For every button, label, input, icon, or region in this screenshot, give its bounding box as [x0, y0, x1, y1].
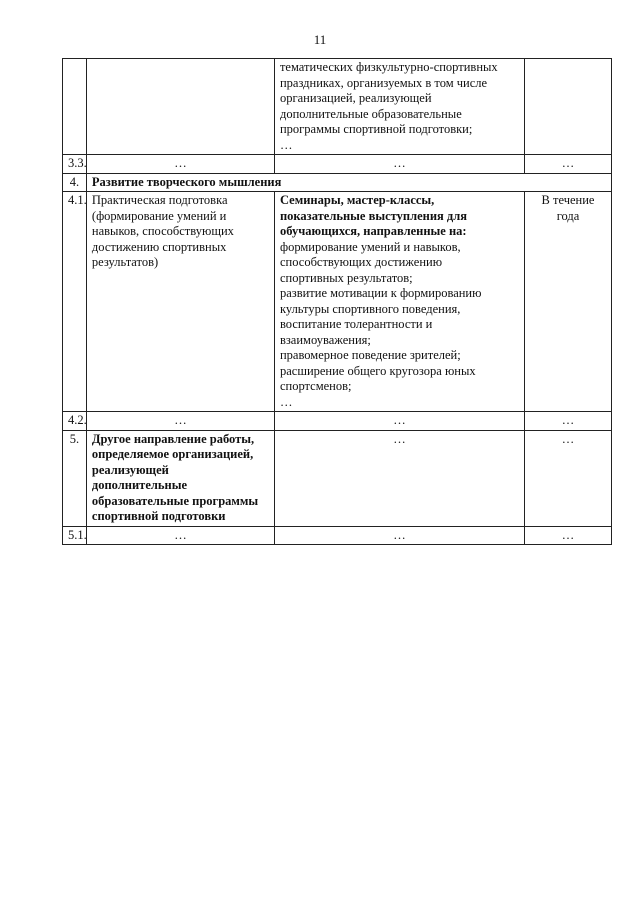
section-title: Развитие творческого мышления [86, 173, 611, 192]
content-line: спортивных результатов; [279, 270, 413, 285]
content-heading-line: показательные выступления для [279, 208, 468, 223]
content-line: праздниках, организуемых в том числе [279, 75, 488, 90]
row-number: 3.3. [63, 155, 87, 174]
row-number [63, 59, 87, 155]
timing-cell: В течение года [525, 192, 612, 412]
table-row-4-1 [63, 192, 612, 412]
activity-line: навыков, способствующих [91, 224, 234, 238]
content-line: организацией, реализующей [279, 91, 432, 105]
content-line: воспитание толерантности и [279, 317, 433, 331]
page-number: 11 [313, 32, 327, 47]
content-line: тематических физкультурно-спортивных [279, 60, 498, 74]
activity-line: реализующей [91, 462, 169, 477]
timing-cell: … [525, 155, 612, 174]
content-line: … [279, 394, 293, 409]
table-row-4-2 [63, 412, 612, 431]
content-line: правомерное поведение зрителей; [279, 348, 461, 362]
table-row-section-5 [63, 430, 612, 526]
content-heading-line: Семинары, мастер-классы, [279, 193, 435, 207]
activity-line: Другое направление работы, [91, 431, 255, 446]
activity-line: дополнительные [91, 478, 188, 492]
activity-line: Практическая подготовка [91, 193, 228, 207]
activity-line: достижению спортивных [91, 239, 227, 254]
activity-line: (формирование умений и [91, 208, 227, 223]
row-number: 4.1. [63, 192, 87, 412]
activity-cell: … [86, 526, 274, 545]
content-line: … [279, 137, 293, 152]
table-row-5-1 [63, 526, 612, 545]
row-number: 5.1. [63, 526, 87, 545]
activity-line: спортивной подготовки [91, 509, 226, 523]
content-cell: … [274, 526, 524, 545]
content-cell: … [274, 430, 524, 526]
content-cell: … [274, 155, 524, 174]
activity-line: результатов) [91, 255, 159, 269]
table-row-section-4 [63, 173, 612, 192]
activity-line: образовательные программы [91, 493, 259, 508]
table-row-3-3 [63, 155, 612, 174]
activity-cell: … [86, 412, 274, 431]
activity-cell [86, 192, 274, 412]
content-line: развитие мотивации к формированию [279, 286, 482, 300]
program-table [62, 58, 612, 545]
content-line: культуры спортивного поведения, [279, 301, 461, 316]
content-line: спортсменов; [279, 379, 352, 393]
content-cell [274, 192, 524, 412]
content-line: расширение общего кругозора юных [279, 363, 476, 378]
content-line: дополнительные образовательные [279, 106, 462, 121]
activity-cell: … [86, 155, 274, 174]
content-line: способствующих достижению [279, 255, 443, 269]
activity-cell [86, 430, 274, 526]
content-line: программы спортивной подготовки; [279, 122, 473, 136]
content-cell [274, 59, 524, 155]
timing-cell [525, 59, 612, 155]
content-line: формирование умений и навыков, [279, 239, 461, 254]
table-row-continuation [63, 59, 612, 155]
timing-cell: … [525, 526, 612, 545]
timing-cell: … [525, 412, 612, 431]
content-line: взаимоуважения; [279, 332, 371, 347]
content-heading-line: обучающихся, направленные на: [279, 224, 467, 238]
row-number: 5. [63, 430, 87, 526]
row-number: 4. [63, 173, 87, 192]
activity-line: определяемое организацией, [91, 447, 254, 461]
timing-cell: … [525, 430, 612, 526]
content-cell: … [274, 412, 524, 431]
row-number: 4.2. [63, 412, 87, 431]
activity-cell [86, 59, 274, 155]
